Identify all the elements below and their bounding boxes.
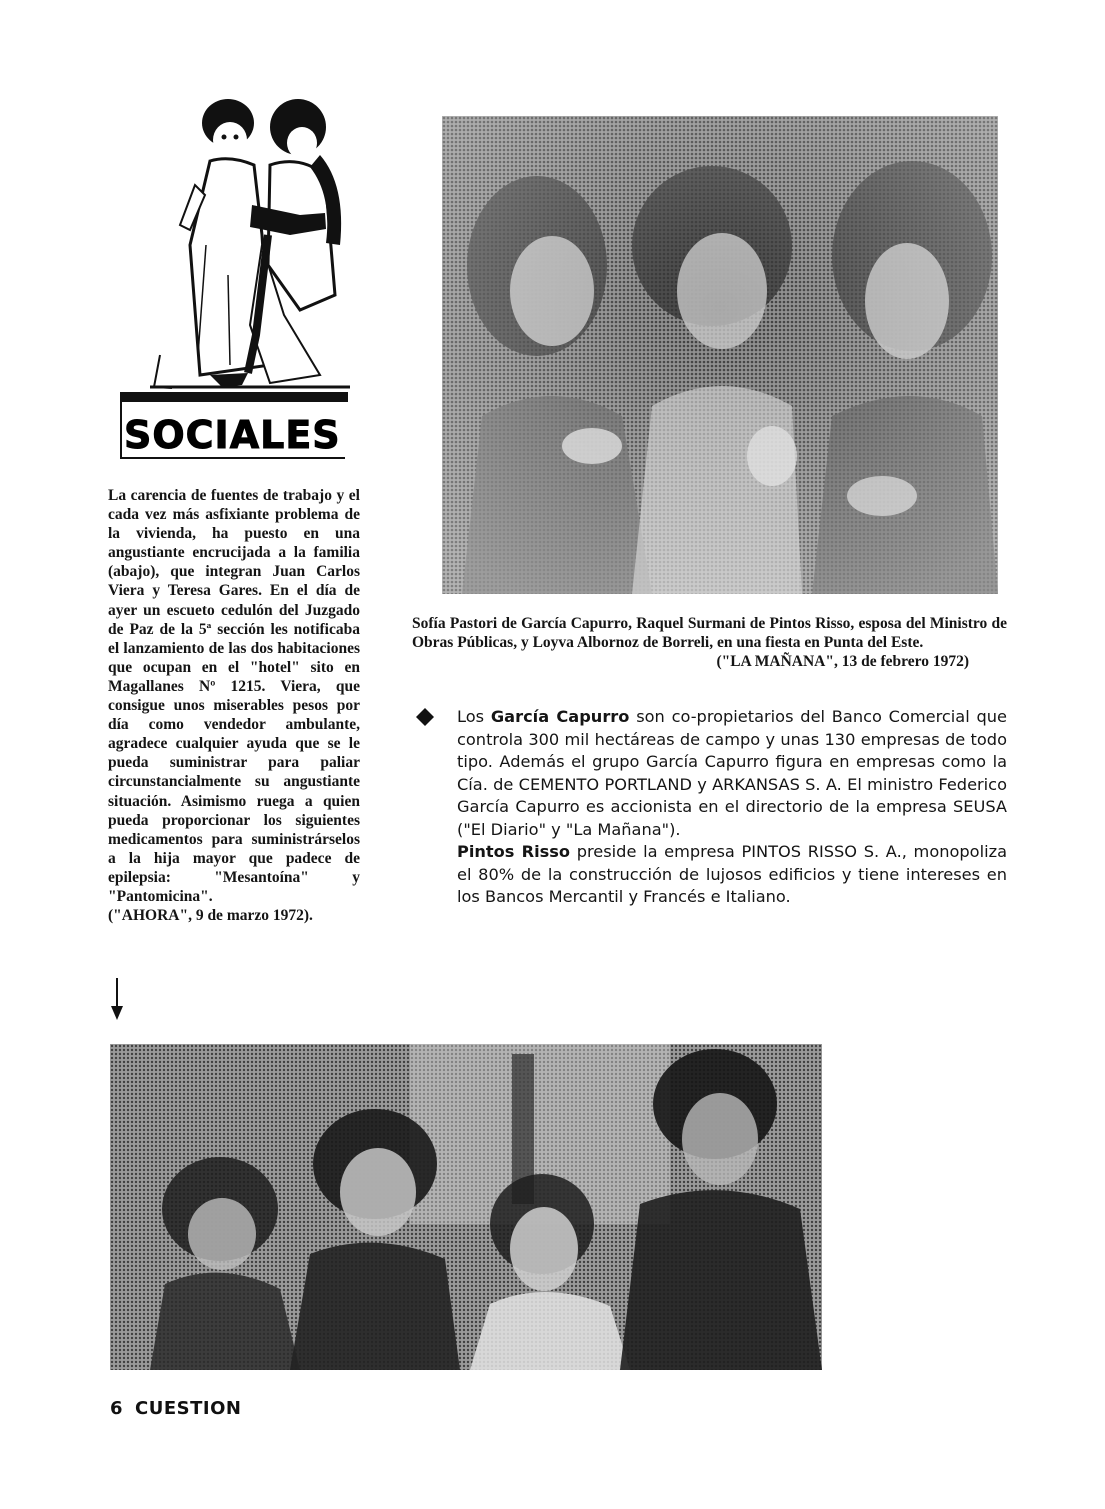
- top-photo-caption: [412, 614, 1007, 671]
- section-title: SOCIALES: [124, 413, 341, 457]
- name-pintos-risso: Pintos Risso: [457, 842, 571, 861]
- diamond-bullet-icon: [416, 708, 434, 726]
- left-article: [108, 486, 360, 925]
- left-article-source: ("AHORA", 9 de marzo 1972).: [108, 907, 313, 925]
- paragraph-garcia-capurro: Los García Capurro son co-propietarios del Banco Comercial que controla 300 mil hectáreas de campo y unas 130 empresas de todo tipo. Además el grupo García Capurro figura en empresas como la Cía. de CEMENTO PORTLAND y ARKANSAS S. A. El ministro Federico García Capurro es accionista en el directorio de la empresa SEUSA ("El Diario" y "La Mañana").: [457, 707, 1008, 839]
- magazine-name: CUESTION: [135, 1398, 242, 1419]
- society-party-photo: [442, 116, 998, 594]
- logo-bar: [120, 392, 348, 402]
- caption-source: ("LA MAÑANA", 13 de febrero 1972): [716, 653, 969, 670]
- viera-family-photo: [110, 1044, 822, 1370]
- right-article: [457, 706, 1007, 909]
- children-illustration: [150, 95, 350, 395]
- left-article-body: La carencia de fuentes de trabajo y el cada vez más asfixiante problema de la vivienda, ha puesto en una angustiante encrucijada a la familia (abajo), que integran Juan Carlos Viera y Teresa Gares. En el día de ayer un escueto cedulón del Juzgado de Paz de la 5ª sección les notificaba el lanzamiento de las dos habitaciones que ocupan en el "hotel" sito en Magallanes Nº 1215. Viera, que consigue unos miserables pesos por día como vendedor ambulante, agradece cualquier ayuda que se le pueda suministrar para paliar circunstancialmente su angustiante situación. Asimismo ruega a quien pueda proporcionar los siguientes medicamentos para suministrárselos a la hija mayor que padece de epilepsia: "Mesantoína" y "Pantomicina".: [108, 487, 360, 905]
- section-logo: [120, 95, 350, 465]
- logo-side-rule: [120, 402, 122, 458]
- page-number: 6: [110, 1398, 124, 1419]
- caption-text: Sofía Pastori de García Capurro, Raquel Surmani de Pintos Risso, esposa del Ministro de Obras Públicas, y Loyva Albornoz de Borreli, en una fiesta en Punta del Este.: [412, 615, 1007, 651]
- name-garcia-capurro: García Capurro: [490, 707, 630, 726]
- page-footer: [110, 1398, 253, 1419]
- paragraph-pintos-risso: Pintos Risso preside la empresa PINTOS RISSO S. A., monopoliza el 80% de la construcción de lujosos edificios y tiene intereses en los Bancos Mercantil y Francés e Italiano.: [457, 842, 1007, 906]
- logo-underline: [120, 457, 345, 459]
- arrow-down-icon: [110, 978, 124, 1020]
